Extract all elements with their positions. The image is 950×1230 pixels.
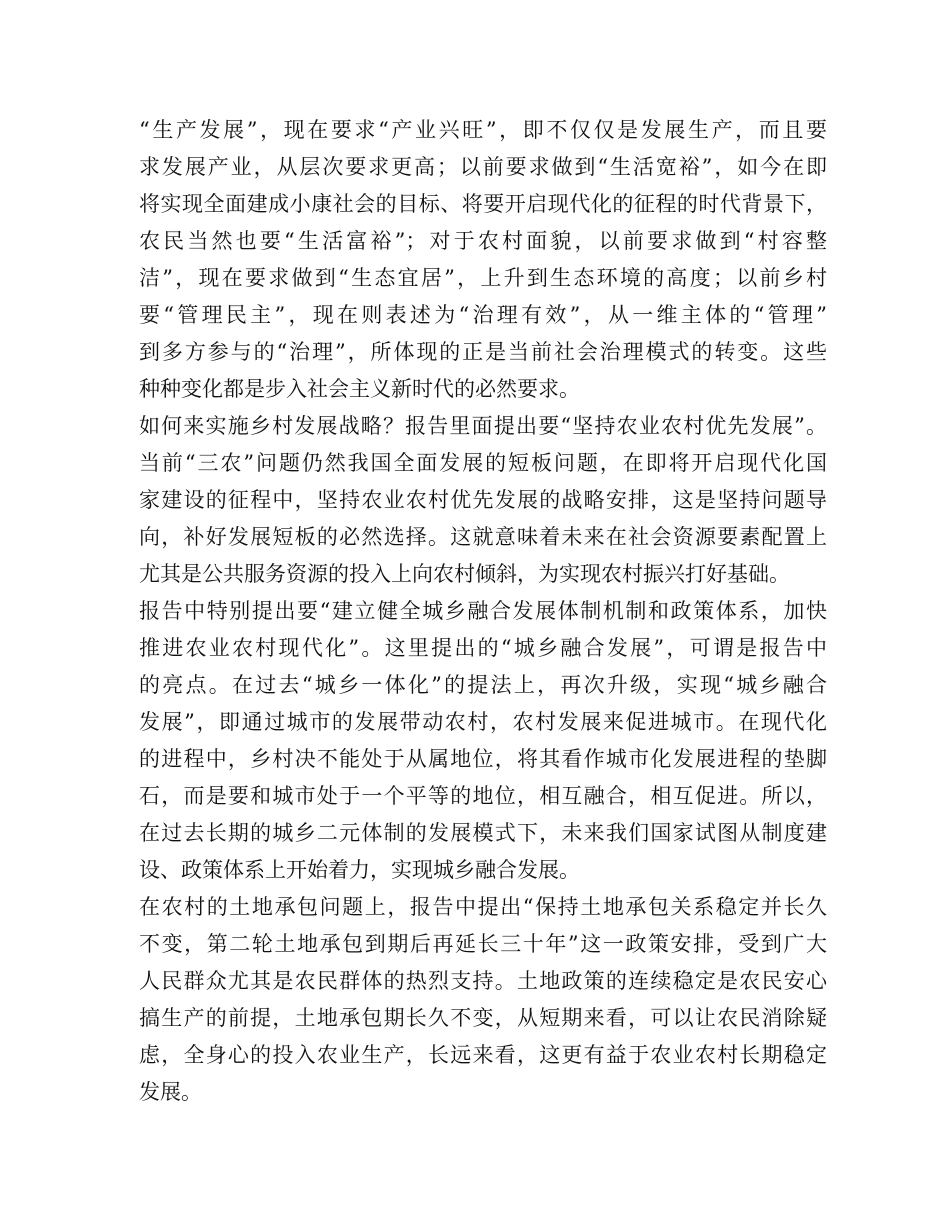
text-line: “生产发展”，现在要求“产业兴旺”，即不仅仅是发展生产，而且要 <box>139 118 827 142</box>
text-line: 发展。 <box>139 1080 202 1104</box>
text-line: 推进农业农村现代化”。这里提出的“城乡融合发展”，可谓是报告中 <box>139 636 827 660</box>
text-line: 将实现全面建成小康社会的目标、将要开启现代化的征程的时代背景下， <box>139 192 827 216</box>
text-line: 的亮点。在过去“城乡一体化”的提法上，再次升级，实现“城乡融合 <box>139 673 827 697</box>
text-line: 要“管理民主”，现在则表述为“治理有效”，从一维主体的“管理” <box>139 303 827 327</box>
text-line: 的进程中，乡村决不能处于从属地位，将其看作城市化发展进程的垫脚 <box>139 747 827 771</box>
text-line: 种种变化都是步入社会主义新时代的必然要求。 <box>139 377 580 401</box>
document-body <box>139 112 827 1111</box>
text-line: 洁”，现在要求做到“生态宜居”，上升到生态环境的高度；以前乡村 <box>139 266 827 290</box>
text-line: 家建设的征程中，坚持农业农村优先发展的战略安排，这是坚持问题导 <box>139 488 827 512</box>
text-line: 人民群众尤其是农民群体的热烈支持。土地政策的连续稳定是农民安心 <box>139 969 827 993</box>
text-line: 向，补好发展短板的必然选择。这就意味着未来在社会资源要素配置上 <box>139 525 827 549</box>
paragraph-2 <box>139 408 827 593</box>
text-line: 发展”，即通过城市的发展带动农村，农村发展来促进城市。在现代化 <box>139 710 827 734</box>
text-line: 尤其是公共服务资源的投入上向农村倾斜，为实现农村振兴打好基础。 <box>139 562 790 586</box>
paragraph-3 <box>139 593 827 889</box>
paragraph-4 <box>139 889 827 1111</box>
text-line: 搞生产的前提，土地承包期长久不变，从短期来看，可以让农民消除疑 <box>139 1006 827 1030</box>
text-line: 当前“三农”问题仍然我国全面发展的短板问题，在即将开启现代化国 <box>139 451 827 475</box>
text-line: 如何来实施乡村发展战略？报告里面提出要“坚持农业农村优先发展”。 <box>139 414 827 438</box>
text-line: 到多方参与的“治理”，所体现的正是当前社会治理模式的转变。这些 <box>139 340 827 364</box>
text-line: 虑，全身心的投入农业生产，长远来看，这更有益于农业农村长期稳定 <box>139 1043 827 1067</box>
text-line: 在农村的土地承包问题上，报告中提出“保持土地承包关系稳定并长久 <box>139 895 827 919</box>
text-line: 在过去长期的城乡二元体制的发展模式下，未来我们国家试图从制度建 <box>139 821 827 845</box>
text-line: 石，而是要和城市处于一个平等的地位，相互融合，相互促进。所以， <box>139 784 827 808</box>
text-line: 求发展产业，从层次要求更高；以前要求做到“生活宽裕”，如今在即 <box>139 155 827 179</box>
text-line: 不变，第二轮土地承包到期后再延长三十年”这一政策安排，受到广大 <box>139 932 827 956</box>
text-line: 设、政策体系上开始着力，实现城乡融合发展。 <box>139 858 580 882</box>
text-line: 报告中特别提出要“建立健全城乡融合发展体制机制和政策体系，加快 <box>139 599 827 623</box>
text-line: 农民当然也要“生活富裕”；对于农村面貌，以前要求做到“村容整 <box>139 229 827 253</box>
paragraph-1 <box>139 112 827 408</box>
